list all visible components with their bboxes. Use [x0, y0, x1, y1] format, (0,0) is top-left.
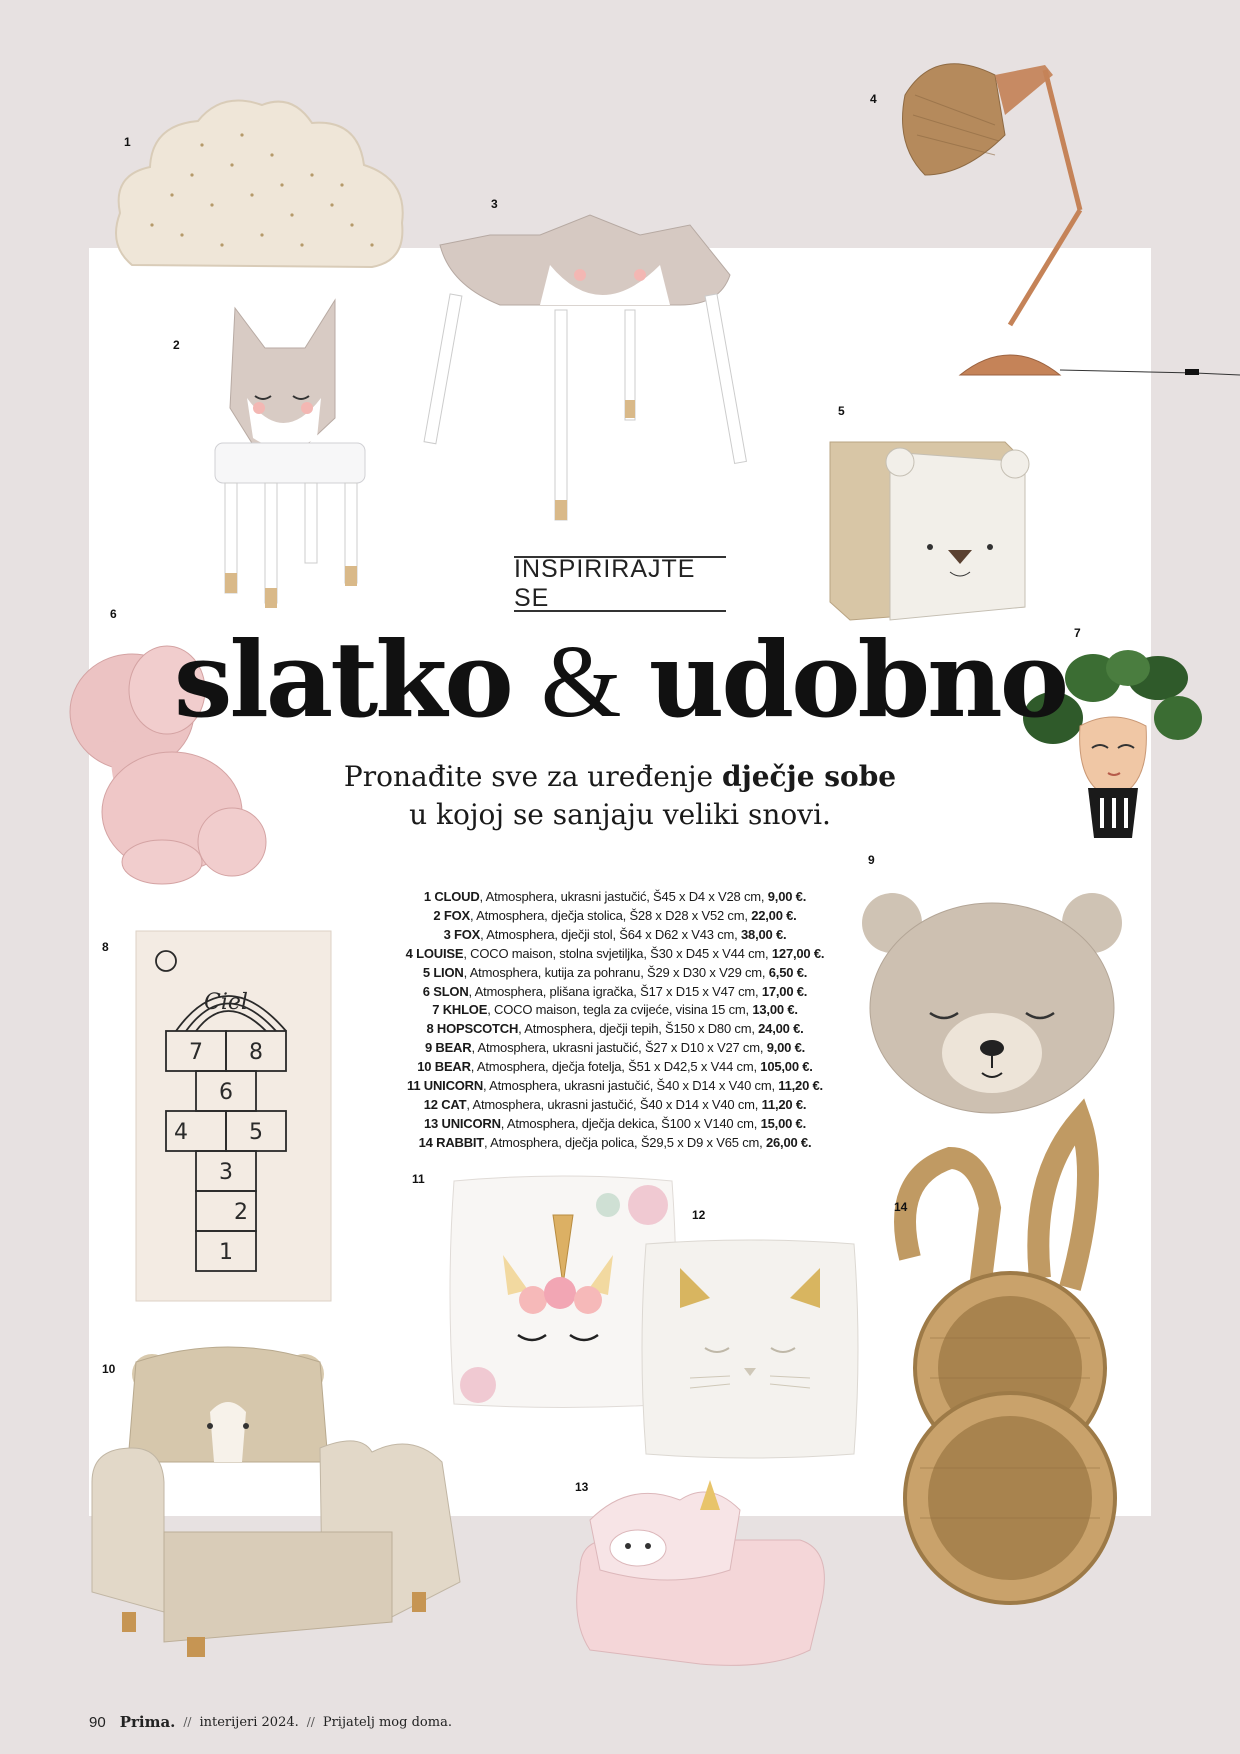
- issue-name: interijeri 2024.: [199, 1714, 299, 1730]
- product-entry: 5 LION, Atmosphera, kutija za pohranu, Š29 x D30 x V29 cm, 6,50 €.: [422, 964, 808, 980]
- footer-separator: //: [306, 1715, 315, 1729]
- rug-square-number: 2: [234, 1200, 248, 1225]
- footer-separator: //: [183, 1715, 192, 1729]
- product-entry: 13 UNICORN, Atmosphera, dječja dekica, Š100 x V140 cm, 15,00 €.: [424, 1115, 806, 1131]
- product-entry: 11 UNICORN, Atmosphera, ukrasni jastučić, Š40 x D14 x V40 cm, 11,20 €.: [407, 1078, 823, 1094]
- item-number: 11: [412, 1172, 425, 1186]
- page-title: [160, 620, 1080, 742]
- subtitle-line1-bold: dječje sobe: [721, 760, 897, 793]
- rug-square-number: 1: [219, 1240, 233, 1265]
- unicorn-blanket: [570, 1480, 832, 1668]
- rabbit-wicker-shelf: [890, 1118, 1122, 1600]
- item-number: 14: [894, 1200, 908, 1214]
- headline-word-1: slatko: [173, 618, 511, 741]
- cat-cushion: [640, 1238, 860, 1460]
- product-entry: 7 KHLOE, COCO maison, tegla za cvijeće, visina 15 cm, 13,00 €.: [432, 1002, 798, 1018]
- rug-square-number: 4: [174, 1120, 188, 1145]
- product-entry: 3 FOX, Atmosphera, dječji stol, Š64 x D62 x V43 cm, 38,00 €.: [443, 926, 787, 942]
- magazine-brand: Prima.: [119, 1713, 176, 1731]
- item-number: 4: [870, 92, 877, 106]
- item-number: 7: [1074, 626, 1081, 640]
- product-list: [380, 888, 850, 1153]
- rattan-desk-lamp: [895, 55, 1240, 395]
- item-number: 2: [173, 338, 180, 352]
- rug-square-number: 3: [219, 1160, 233, 1185]
- product-entry: 1 CLOUD, Atmosphera, ukrasni jastučić, Š45 x D4 x V28 cm, 9,00 €.: [423, 889, 807, 904]
- bear-armchair: [92, 1352, 460, 1660]
- rug-square-number: 6: [219, 1080, 233, 1105]
- product-entry: 2 FOX, Atmosphera, dječja stolica, Š28 x D28 x V52 cm, 22,00 €.: [433, 907, 797, 923]
- hopscotch-rug: [136, 931, 331, 1301]
- rug-square-number: 7: [189, 1040, 203, 1065]
- item-number: 8: [102, 940, 109, 954]
- fox-table: [430, 215, 760, 527]
- subtitle-line1-text: Pronađite sve za uređenje: [343, 760, 714, 793]
- lion-storage-box: [830, 432, 1025, 620]
- item-number: 9: [868, 853, 875, 867]
- product-entry: 4 LOUISE, COCO maison, stolna svjetiljka, Š30 x D45 x V44 cm, 127,00 €.: [405, 945, 825, 961]
- product-entry: 9 BEAR, Atmosphera, ukrasni jastučić, Š27 x D10 x V27 cm, 9,00 €.: [424, 1040, 806, 1056]
- page-footer: [89, 1712, 452, 1732]
- item-number: 13: [575, 1480, 589, 1494]
- product-entry: 14 RABBIT, Atmosphera, dječja polica, Š29,5 x D9 x V65 cm, 26,00 €.: [418, 1134, 812, 1150]
- product-entry: 10 BEAR, Atmosphera, dječja fotelja, Š51 x D42,5 x V44 cm, 105,00 €.: [417, 1059, 813, 1075]
- cloud-cushion: [112, 95, 408, 275]
- item-number: 6: [110, 607, 117, 621]
- headline-word-2: udobno: [648, 618, 1067, 741]
- item-number: 10: [102, 1362, 116, 1376]
- bear-cushion: [852, 883, 1132, 1115]
- rug-square-number: 5: [249, 1120, 263, 1145]
- product-entry: 8 HOPSCOTCH, Atmosphera, dječji tepih, Š150 x D80 cm, 24,00 €.: [426, 1021, 804, 1037]
- item-number: 5: [838, 404, 845, 418]
- rug-word: Ciel: [204, 990, 248, 1015]
- magazine-tagline: Prijatelj mog doma.: [322, 1714, 452, 1730]
- section-kicker: INSPIRIRAJTE SE: [514, 556, 726, 612]
- item-number: 1: [124, 135, 131, 149]
- subtitle-line2: u kojoj se sanjaju veliki snovi.: [409, 798, 831, 831]
- product-entry: 6 SLON, Atmosphera, plišana igračka, Š17 x D15 x V47 cm, 17,00 €.: [422, 983, 808, 999]
- rug-square-number: 8: [249, 1040, 263, 1065]
- item-number: 12: [692, 1208, 706, 1222]
- headline-ampersand: &: [540, 624, 619, 739]
- fox-chair: [195, 298, 410, 620]
- product-entry: 12 CAT, Atmosphera, ukrasni jastučić, Š40 x D14 x V40 cm, 11,20 €.: [423, 1096, 807, 1112]
- item-number: 3: [491, 197, 498, 211]
- subtitle: [250, 758, 990, 834]
- page-number: 90: [89, 1713, 106, 1731]
